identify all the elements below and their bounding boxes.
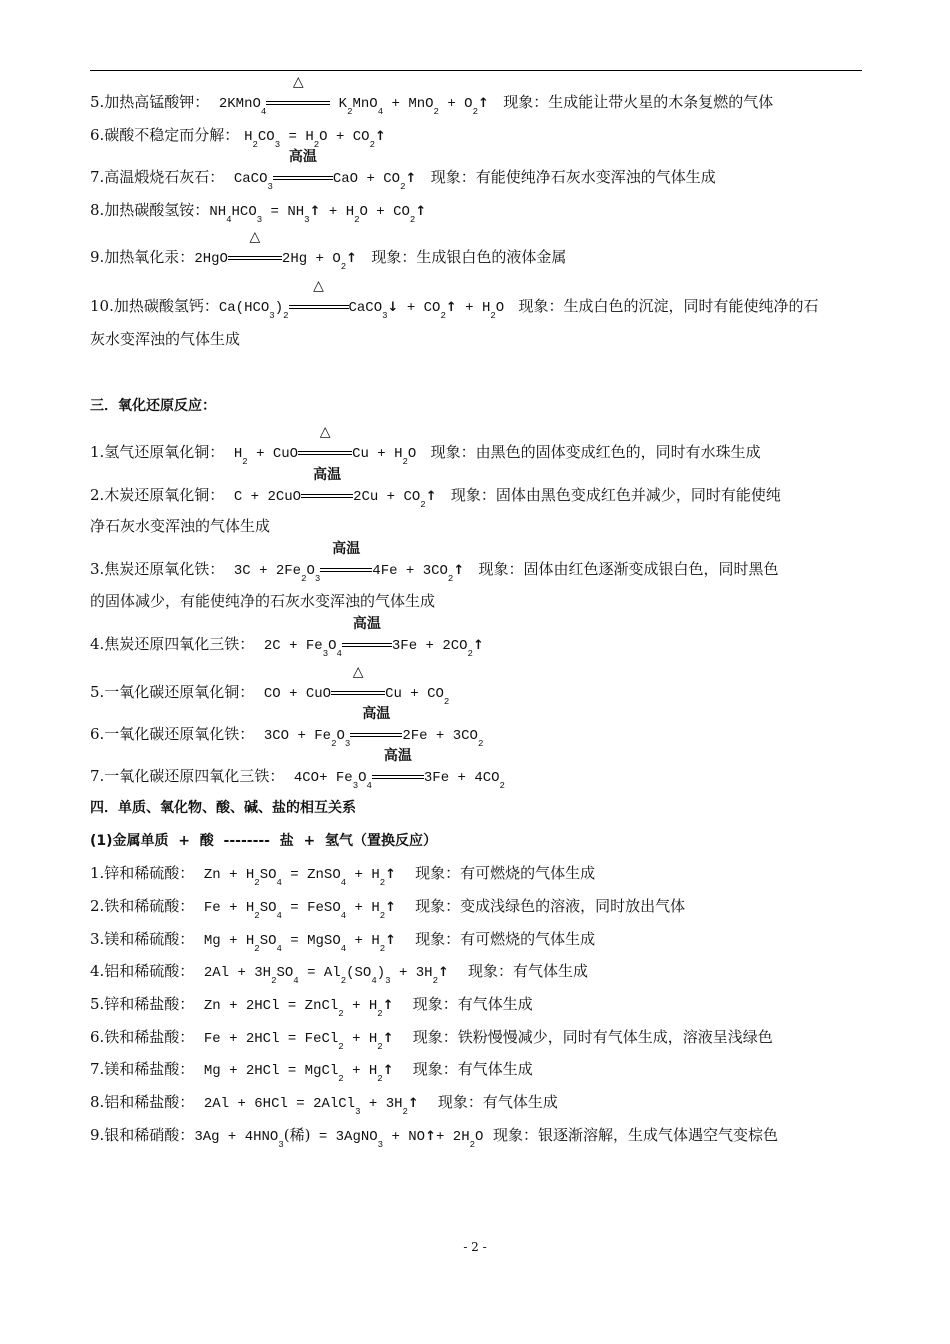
reaction-line: 7.镁和稀盐酸： Mg + 2HCl = MgCl$_2$ + $H_2↑$ 现象：有气体生成: [90, 1060, 533, 1084]
reaction-line: 8.铝和稀盐酸： 2Al + 6HCl = 2AlCl$_3$ + $3H_2↑$ 现象：有气体生成: [90, 1093, 558, 1117]
reaction-line: 1.锌和稀硫酸： $Zn + H_2SO_4$ = ZnSO$_4$ + $H_2↑$ 现象：有可燃烧的气体生成: [90, 864, 596, 888]
header-rule: [90, 70, 862, 71]
high-temp-condition: 高温: [350, 725, 402, 743]
reaction-line: 8.加热碳酸氢铵：$NH_4HCO_3$ = $NH_3↑ + H_2O$ + $CO_2↑$: [90, 201, 427, 225]
reaction-line: 5.锌和稀盐酸： Zn + 2HCl = ZnCl$_2$ + $H_2↑$ 现象：有气体生成: [90, 995, 533, 1019]
high-temp-condition: 高温: [273, 168, 333, 186]
high-temp-condition: 高温: [301, 486, 353, 504]
heat-condition: △: [331, 683, 385, 701]
reaction-line: 3.焦炭还原氧化铁： $3C + 2Fe_2O_3$ 高温 $4Fe + 3CO_2↑$ 现象：固体由红色逐渐变成银白色，同时黑色: [90, 541, 779, 584]
section-heading-relations: 四．单质、氧化物、酸、碱、盐的相互关系: [90, 800, 356, 816]
heat-condition: △: [266, 93, 330, 111]
reaction-line: 3.镁和稀硫酸： $Mg + H_2SO_4$ = MgSO$_4$ + $H_2↑$ 现象：有可燃烧的气体生成: [90, 930, 596, 954]
observation-continued: 灰水变浑浊的气体生成: [90, 330, 241, 348]
high-temp-condition: 高温: [372, 767, 424, 785]
reaction-line: 5.一氧化碳还原氧化铜： CO + CuO △ $Cu + CO_2$: [90, 664, 450, 707]
reaction-line: 9.加热氧化汞：2HgO △ $2Hg + O_2↑$ 现象：生成银白色的液体金属: [90, 229, 567, 272]
high-temp-condition: 高温: [320, 560, 372, 578]
reaction-line: 4.铝和稀硫酸： $2Al + 3H_2SO_4 = Al_2(SO_4)_3$ + $3H_2↑$ 现象：有气体生成: [90, 962, 588, 986]
reaction-line: 1.氢气还原氧化铜： $H_2$ + CuO △ $Cu + H_2O$ 现象：由黑色的固体变成红色的，同时有水珠生成: [90, 424, 761, 467]
page-number: - 2 -: [463, 1240, 487, 1254]
subheading-metal-acid: (1)金属单质 + 酸 -------- 盐 + 氢气（置换反应）: [90, 833, 437, 849]
reaction-line: 6.铁和稀盐酸： Fe + 2HCl = FeCl$_2$ + $H_2↑$ 现象：铁粉慢慢减少，同时有气体生成，溶液呈浅绿色: [90, 1028, 773, 1052]
observation-continued: 净石灰水变浑浊的气体生成: [90, 517, 271, 535]
section-heading-redox: 三．氧化还原反应：: [90, 398, 216, 414]
reaction-line: 6.碳酸不稳定而分解： $H_2CO_3 = H_2O$ + $CO_2↑$: [90, 126, 386, 150]
reaction-line: 7.高温煅烧石灰石： CaCO$_3$ 高温 CaO + $CO_2↑$ 现象：有能使纯净石灰水变浑浊的气体生成: [90, 149, 716, 192]
reaction-line: 5.加热高锰酸钾： 2KMnO$_4$ △ $K_2MnO_4 + MnO_2$ + $O_2↑$ 现象：生成能让带火星的木条复燃的气体: [90, 74, 774, 117]
reaction-line: 6.一氧化碳还原氧化铁： $3CO + Fe_2O_3$ 高温 $2Fe + 3CO_2$: [90, 706, 484, 749]
reaction-line: 4.焦炭还原四氧化三铁： $2C + Fe_3O_4$ 高温 $3Fe + 2CO_2↑$: [90, 616, 484, 659]
reaction-line: 7.一氧化碳还原四氧化三铁： $4CO+ Fe_3O_4$ 高温 $3Fe + 4CO_2$: [90, 748, 505, 791]
reaction-line: 2.铁和稀硫酸： $Fe + H_2SO_4$ = FeSO$_4$ + $H_2↑$ 现象：变成浅绿色的溶液，同时放出气体: [90, 897, 686, 921]
reaction-line: 2.木炭还原氧化铜： C + 2CuO 高温 $2Cu + CO_2↑$ 现象：固体由黑色变成红色并减少，同时有能使纯: [90, 467, 781, 510]
heat-condition: △: [298, 443, 352, 461]
reaction-line: 10.加热碳酸氢钙：$Ca(HCO_3)_2$ △ CaCO$_3$↓ + $CO_2↑ + H_2O$ 现象：生成白色的沉淀，同时有能使纯净的石: [90, 278, 819, 321]
heat-condition: △: [289, 297, 349, 315]
heat-condition: △: [228, 248, 282, 266]
high-temp-condition: 高温: [342, 635, 392, 653]
reaction-line: 9.银和稀硝酸：$3Ag + 4HNO_3$(稀) = 3AgNO$_3$ + NO↑+ $2H_2O$ 现象：银逐渐溶解，生成气体遇空气变棕色: [90, 1126, 778, 1150]
observation-continued: 的固体减少，有能使纯净的石灰水变浑浊的气体生成: [90, 592, 436, 610]
